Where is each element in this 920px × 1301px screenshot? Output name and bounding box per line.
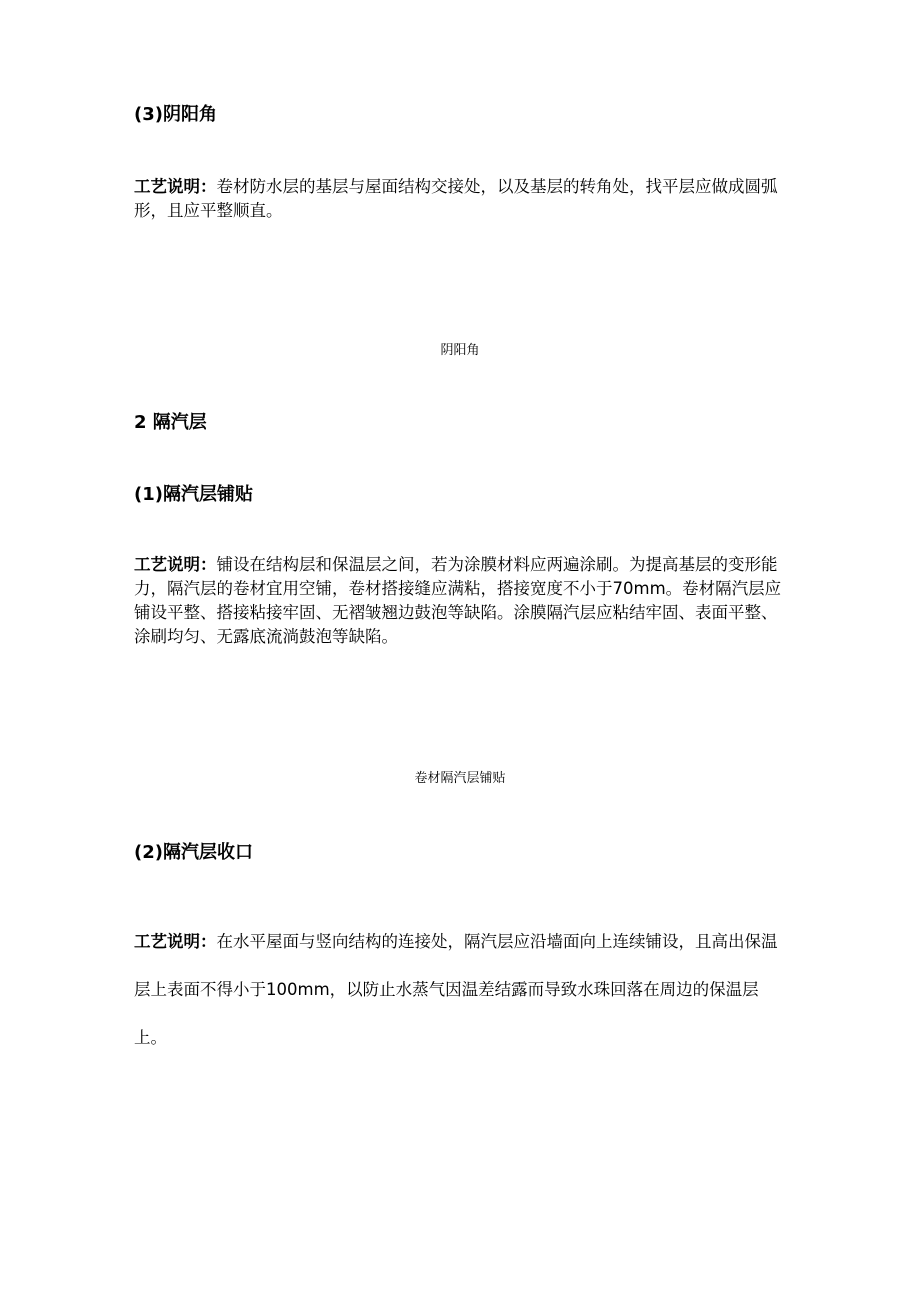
process-description-vapor-laying [134, 553, 789, 649]
process-description-label: 工艺说明： [134, 932, 217, 951]
section-heading-vapor-barrier: 2 隔汽层 [134, 412, 207, 433]
figure-caption-yinyang: 阴阳角 [440, 343, 480, 358]
process-description-text: 卷材防水层的基层与屋面结构交接处，以及基层的转角处，找平层应做成圆弧形，且应平整顺直。 [134, 177, 778, 220]
figure-caption-vapor-laying: 卷材隔汽层铺贴 [414, 771, 506, 786]
process-description-label: 工艺说明： [134, 177, 217, 196]
process-description-label: 工艺说明： [134, 555, 217, 574]
process-description-vapor-closing [134, 918, 789, 1062]
process-description-yinyang [134, 175, 789, 223]
process-description-text: 在水平屋面与竖向结构的连接处，隔汽层应沿墙面向上连续铺设，且高出保温层上表面不得小于100mm，以防止水蒸气因温差结露而导致水珠回落在周边的保温层上。 [134, 932, 778, 1047]
process-description-text: 铺设在结构层和保温层之间，若为涂膜材料应两遍涂刷。为提高基层的变形能力，隔汽层的卷材宜用空铺，卷材搭接缝应满粘，搭接宽度不小于70mm。卷材隔汽层应铺设平整、搭接粘接牢固、无褶皱翘边鼓泡等缺陷。涂膜隔汽层应粘结牢固、表面平整、涂刷均匀、无露底流淌鼓泡等缺陷。 [134, 555, 782, 646]
section-heading-vapor-closing: (2)隔汽层收口 [134, 842, 253, 863]
section-heading-vapor-laying: (1)隔汽层铺贴 [134, 484, 253, 505]
section-heading-yinyang-corner: (3)阴阳角 [134, 104, 217, 125]
